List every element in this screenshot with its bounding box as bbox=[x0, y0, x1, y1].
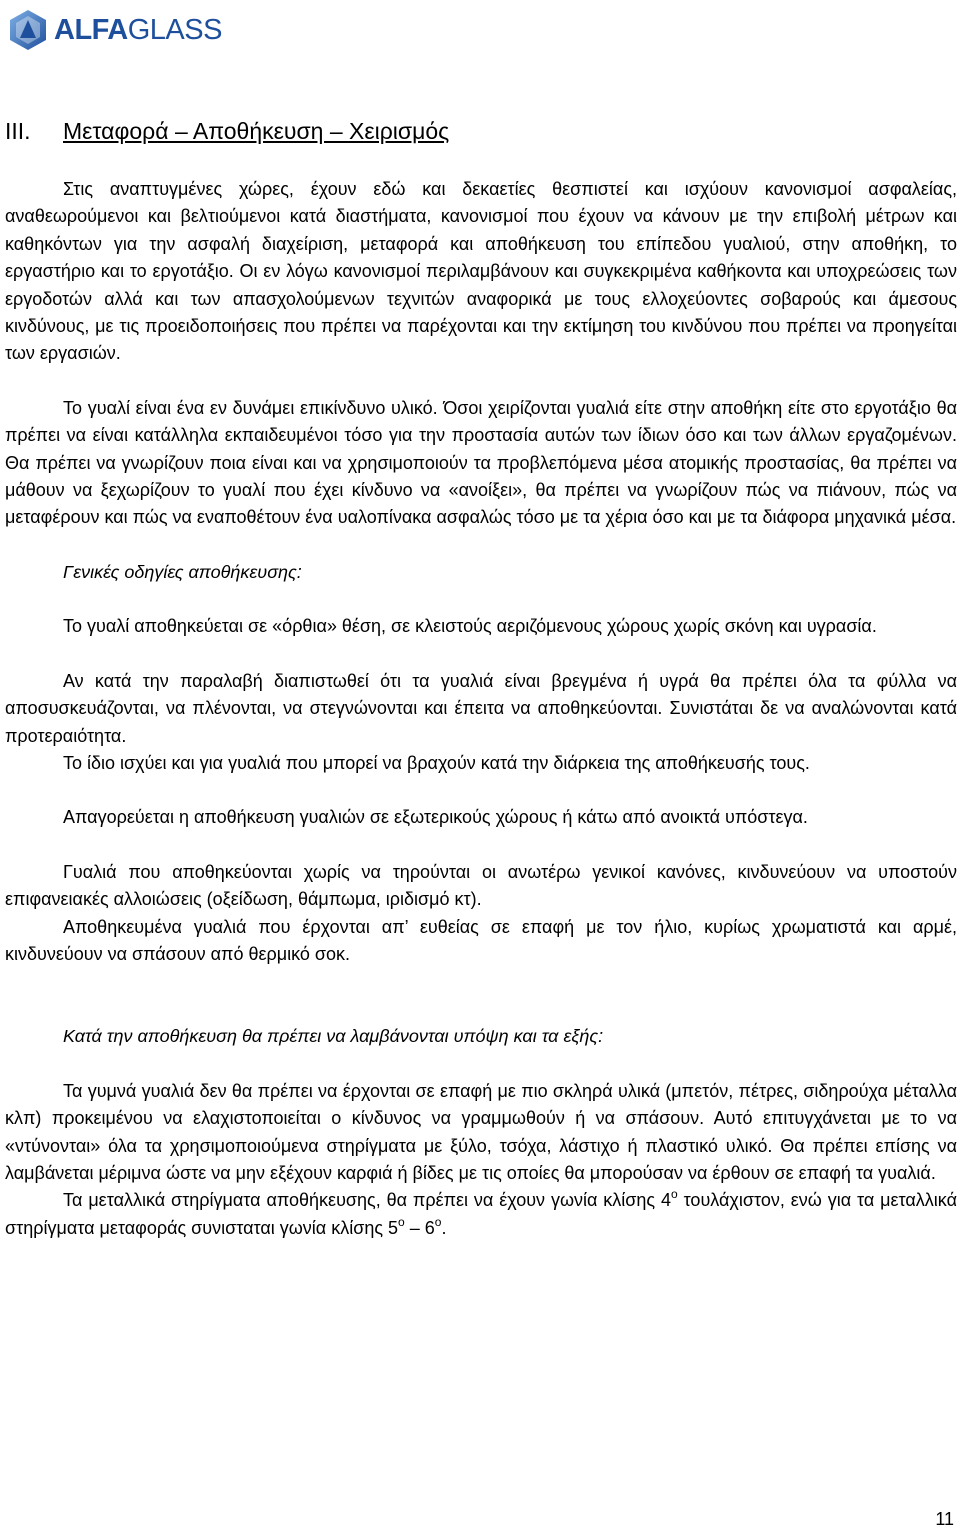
subheading-storage-considerations: Κατά την αποθήκευση θα πρέπει να λαμβάνονται υπόψη και τα εξής: bbox=[63, 1026, 604, 1047]
paragraph-thermal-shock: Αποθηκευμένα γυαλιά που έρχονται απ’ ευθείας σε επαφή με τον ήλιο, κυρίως χρωματιστά και αρμέ, κινδυνεύουν να σπάσουν από θερμικό σοκ. bbox=[5, 916, 957, 964]
company-logo bbox=[6, 8, 222, 52]
paragraph-bare-glass-contact: Τα γυμνά γυαλιά δεν θα πρέπει να έρχονται σε επαφή με πιο σκληρά υλικά (μπετόν, πέτρες, σιδηρούχα μέταλλα κλπ) προκειμένου να ελαχιστοποιείται ο κίνδυνος να γραμμωθούν ή να σπάσουν. Αυτό επιτυγχάνεται με το να «ντύνονται» όλα τα χρησιμοποιούμενα στηρίγματα με ξύλο, τσόχα, λάστιχο ή πλαστικό υλικό. Θα πρέπει επίσης να λαμβάνεται μέριμνα ώστε να μην εξέχουν καρφιά ή βίδες με τις οποίες θα μπορούσαν να έρθουν σε επαφή τα γυαλιά. bbox=[5, 1080, 957, 1183]
subheading-general-storage: Γενικές οδηγίες αποθήκευσης: bbox=[63, 561, 302, 582]
paragraph-same-applies: Το ίδιο ισχύει και για γυαλιά που μπορεί να βραχούν κατά την διάρκεια της αποθήκευσής τους. bbox=[63, 752, 810, 773]
paragraph-surface-damage: Γυαλιά που αποθηκεύονται χωρίς να τηρούνται οι ανωτέρω γενικοί κανόνες, κινδυνεύουν να υποστούν επιφανειακές αλλοιώσεις (οξείδωση, θάμπωμα, ιριδισμό κτ). bbox=[5, 861, 957, 910]
document-body bbox=[5, 176, 957, 1242]
section-number: III. bbox=[5, 118, 31, 144]
alfaglass-logo-icon bbox=[6, 8, 50, 52]
page-number: 11 bbox=[935, 1509, 954, 1529]
section-title: Μεταφορά – Αποθήκευση – Χειρισμός bbox=[63, 118, 450, 144]
logo-wordmark: ALFAGLASS bbox=[54, 13, 222, 46]
paragraph-outdoor-prohibited: Απαγορεύεται η αποθήκευση γυαλιών σε εξωτερικούς χώρους ή κάτω από ανοικτά υπόστεγα. bbox=[63, 807, 808, 828]
section-heading bbox=[5, 115, 449, 147]
paragraph-metal-supports: Τα μεταλλικά στηρίγματα αποθήκευσης, θα πρέπει να έχουν γωνία κλίσης $4^o$ τουλάχιστον, ενώ για τα μεταλλικά στηρίγματα μεταφοράς συνισταται γωνία κλίσης $5^o - 6^o$. bbox=[5, 1187, 957, 1238]
paragraph-upright-storage: Το γυαλί αποθηκεύεται σε «όρθια» θέση, σε κλειστούς αεριζόμενους χώρους χωρίς σκόνη και υγρασία. bbox=[63, 616, 877, 637]
paragraph-regulations: Στις αναπτυγμένες χώρες, έχουν εδώ και δεκαετίες θεσπιστεί και ισχύουν κανονισμοί ασφαλείας, αναθεωρούμενοι και βελτιούμενοι κατά διαστήματα, κανονισμοί που έχουν να κάνουν με την επιβολή μέτρων και καθηκόντων για την ασφαλή διαχείριση, μεταφορά και αποθήκευση του επίπεδου γυαλιού, στην αποθήκη, το εργαστήριο και το εργοτάξιο. Οι εν λόγω κανονισμοί περιλαμβάνουν και συγκεκριμένα καθήκοντα και υποχρεώσεις των εργοδοτών αλλά και των απασχολούμενων τεχνιτών αναφορικά με τους ελλοχεύοντες σοβαρούς και άμεσους κινδύνους, με τις προειδοποιήσεις που πρέπει να παρέχονται και την εκτίμηση του κινδύνου που πρέπει να προηγείται των εργασιών. bbox=[5, 179, 957, 364]
paragraph-glass-danger: Το γυαλί είναι ένα εν δυνάμει επικίνδυνο υλικό. Όσοι χειρίζονται γυαλιά είτε στην αποθήκη είτε στο εργοτάξιο θα πρέπει να είναι κατάλληλα εκπαιδευμένοι τόσο για την προστασία αυτών των ίδιων όσο και των άλλων εργαζομένων. Θα πρέπει να γνωρίζουν ποια είναι και να χρησιμοποιούν τα προβλεπόμενα μέσα ατομικής προστασίας, θα πρέπει να μάθουν να ξεχωρίζουν το γυαλί που έχει κίνδυνο να «ανοίξει», θα πρέπει να γνωρίζουν πώς να πιάνουν, πώς να μεταφέρουν και πώς να εναποθέτουν ένα υαλοπίνακα ασφαλώς τόσο με τα χέρια όσο και με τα διάφορα μηχανικά μέσα. bbox=[5, 397, 957, 528]
paragraph-wet-glass: Αν κατά την παραλαβή διαπιστωθεί ότι τα γυαλιά είναι βρεγμένα ή υγρά θα πρέπει όλα τα φύλλα να αποσυσκευάζονται, να πλένονται, να στεγνώνονται και έπειτα να αποθηκεύονται. Συνιστάται δε να αναλώνονται κατά προτεραιότητα. bbox=[5, 670, 957, 746]
